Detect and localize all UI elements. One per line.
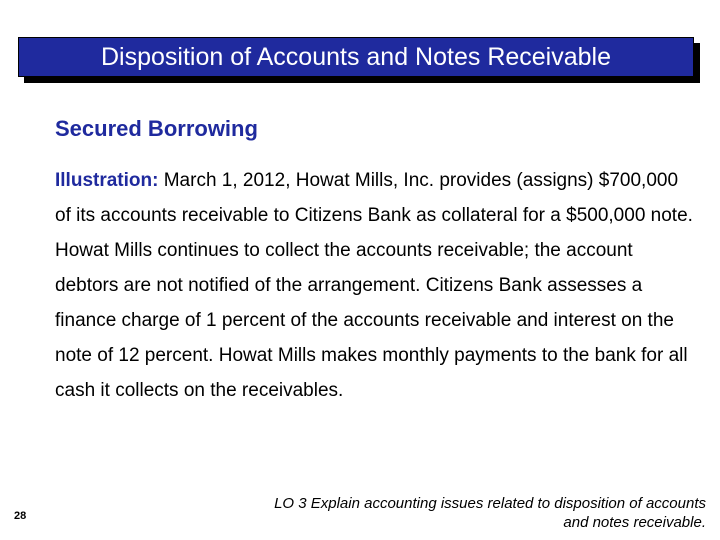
- slide-title: Disposition of Accounts and Notes Receivable: [100, 42, 611, 71]
- illustration-text: March 1, 2012, Howat Mills, Inc. provides (assigns) $700,000 of its accounts receivable to Citizens Bank as collateral for a $500,000 note. Howat Mills continues to collect the accounts receivable; the account debtors are not notified of the arrangement. Citizens Bank assesses a finance charge of 1 percent of the accounts receivable and interest on the note of 12 percent. Howat Mills makes monthly payments to the bank for all cash it collects on the receivables.: [55, 170, 693, 401]
- section-heading: Secured Borrowing: [55, 116, 258, 141]
- page-number: 28: [14, 510, 27, 522]
- learning-objective: LO 3 Explain accounting issues related to disposition of accounts and notes receivable.: [274, 495, 706, 531]
- illustration-paragraph: [55, 163, 695, 408]
- title-banner: [18, 37, 694, 77]
- illustration-label: Illustration:: [55, 170, 159, 191]
